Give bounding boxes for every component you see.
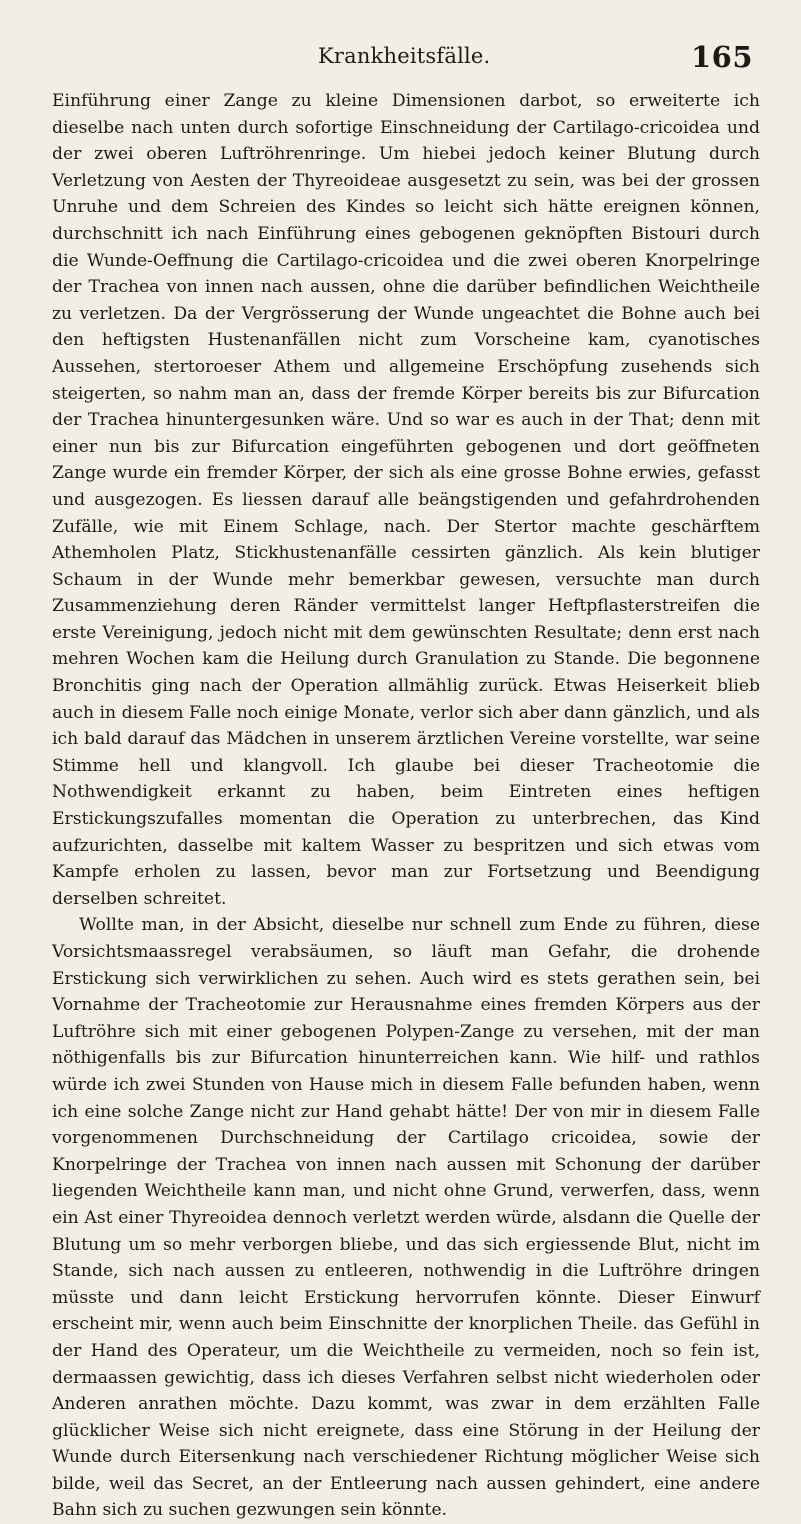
running-header bbox=[0, 40, 801, 84]
paragraph: Einführung einer Zange zu kleine Dimensionen darbot, so erweiterte ich dieselbe nach unten durch sofortige Einschneidung der Cartilago-cricoidea und der zwei oberen Luftröhrenringe. Um hiebei jedoch keiner Blutung durch Verletzung von Aesten der Thyreoideae ausgesetzt zu sein, was bei der grossen Unruhe und dem Schreien des Kindes so leicht sich hätte ereignen können, durchschnitt ich nach Einführung eines gebogenen geknöpften Bistouri durch die Wunde-Oeffnung die Cartilago-cricoidea und die zwei oberen Knorpelringe der Trachea von innen nach aussen, ohne die darüber befindlichen Weichtheile zu verletzen. Da der Vergrösserung der Wunde ungeachtet die Bohne auch bei den heftigsten Hustenanfällen nicht zum Vorscheine kam, cyanotisches Aussehen, stertoroeser Athem und allgemeine Erschöpfung zusehends sich steigerten, so nahm man an, dass der fremde Körper bereits bis zur Bifurcation der Trachea hinuntergesunken wäre. Und so war es auch in der That; denn mit einer nun bis zur Bifurcation eingeführten gebogenen und dort geöffneten Zange wurde ein fremder Körper, der sich als eine grosse Bohne erwies, gefasst und ausgezogen. Es liessen darauf alle beängstigenden und gefahrdrohenden Zufälle, wie mit Einem Schlage, nach. Der Stertor machte geschärftem Athemholen Platz, Stickhustenanfälle cessirten gänzlich. Als kein blutiger Schaum in der Wunde mehr bemerkbar gewesen, versuchte man durch Zusammenziehung deren Ränder vermittelst langer Heftpflasterstreifen die erste Vereinigung, jedoch nicht mit dem gewünschten Resultate; denn erst nach mehren Wochen kam die Heilung durch Granulation zu Stande. Die begonnene Bronchitis ging nach der Operation allmählig zurück. Etwas Heiserkeit blieb auch in diesem Falle noch einige Monate, verlor sich aber dann gänzlich, und als ich bald darauf das Mädchen in unserem ärztlichen Vereine vorstellte, war seine Stimme hell und klangvoll. Ich glaube bei dieser Tracheotomie die Nothwendigkeit erkannt zu haben, beim Eintreten eines heftigen Erstickungszufalles momentan die Operation zu unterbrechen, das Kind aufzurichten, dasselbe mit kaltem Wasser zu bespritzen und sich etwas vom Kampfe erholen zu lassen, bevor man zur Fortsetzung und Beendigung derselben schreitet. bbox=[52, 91, 760, 909]
running-title: Krankheitsfälle. bbox=[318, 44, 491, 68]
body-text bbox=[52, 88, 760, 1524]
paragraph: Wollte man, in der Absicht, dieselbe nur schnell zum Ende zu führen, diese Vorsichtsmaassregel verabsäumen, so läuft man Gefahr, die drohende Erstickung sich verwirklichen zu sehen. Auch wird es stets gerathen sein, bei Vornahme der Tracheotomie zur Herausnahme eines fremden Körpers aus der Luftröhre sich mit einer gebogenen Polypen-Zange zu versehen, mit der man nöthigenfalls bis zur Bifurcation hinunterreichen kann. Wie hilf- und rathlos würde ich zwei Stunden von Hause mich in diesem Falle befunden haben, wenn ich eine solche Zange nicht zur Hand gehabt hätte! Der von mir in diesem Falle vorgenommenen Durchschneidung der Cartilago cricoidea, sowie der Knorpelringe der Trachea von innen nach aussen mit Schonung der darüber liegenden Weichtheile kann man, und nicht ohne Grund, verwerfen, dass, wenn ein Ast einer Thyreoidea dennoch verletzt werden würde, alsdann die Quelle der Blutung um so mehr verborgen bliebe, und das sich ergiessende Blut, nicht im Stande, sich nach aussen zu entleeren, nothwendig in die Luftröhre dringen müsste und dann leicht Erstickung hervorrufen könnte. Dieser Einwurf erscheint mir, wenn auch beim Einschnitte der knorplichen Theile. das Gefühl in der Hand des Operateur, um die Weichtheile zu vermeiden, noch so fein ist, dermaassen gewichtig, dass ich dieses Verfahren selbst nicht wiederholen oder Anderen anrathen möchte. Dazu kommt, was zwar in dem erzählten Falle glücklicher Weise sich nicht ereignete, dass eine Störung in der Heilung der Wunde durch Eitersenkung nach verschiedener Richtung möglicher Weise sich bilde, weil das Secret, an der Entleerung nach aussen gehindert, eine andere Bahn sich zu suchen gezwungen sein könnte. bbox=[52, 915, 760, 1521]
page-number: 165 bbox=[691, 40, 754, 74]
